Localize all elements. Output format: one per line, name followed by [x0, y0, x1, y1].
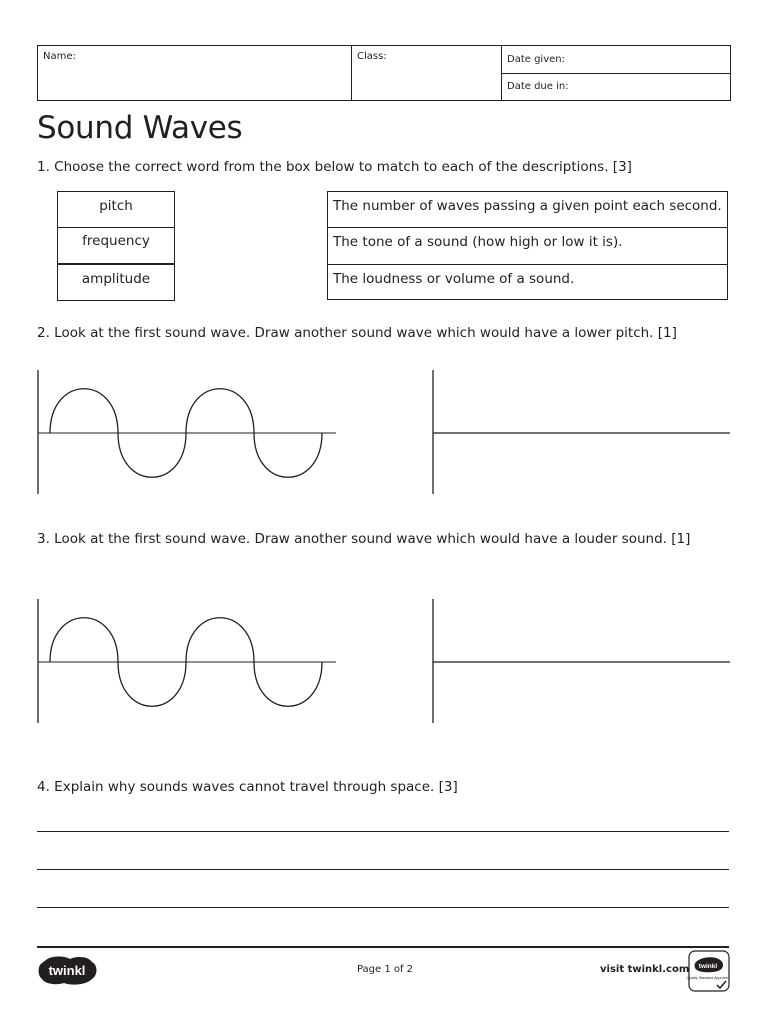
description-box: The loudness or volume of a sound.	[327, 264, 728, 300]
badge-logo-text: twinkl	[698, 963, 718, 970]
word-box-amplitude: amplitude	[57, 264, 175, 301]
page-title: Sound Waves	[37, 110, 243, 146]
description-box: The tone of a sound (how high or low it is).	[327, 227, 728, 265]
date-given-label: Date given:	[507, 54, 565, 65]
twinkl-logo	[36, 953, 100, 987]
question-1: 1. Choose the correct word from the box below to match to each of the descriptions. [3]	[37, 159, 632, 175]
word-box-frequency: frequency	[57, 227, 175, 264]
answer-line	[37, 831, 729, 832]
name-field-label: Name:	[43, 51, 76, 62]
question-4: 4. Explain why sounds waves cannot travel through space. [3]	[37, 779, 458, 795]
twinkl-logo-text: twinkl	[48, 963, 86, 978]
class-field-label: Class:	[357, 51, 387, 62]
description-box: The number of waves passing a given point each second.	[327, 191, 728, 228]
question-2: 2. Look at the first sound wave. Draw another sound wave which would have a lower pitch. [1]	[37, 325, 677, 341]
footer-rule	[37, 946, 729, 948]
page-number: Page 1 of 2	[356, 964, 414, 975]
word-box-pitch: pitch	[57, 191, 175, 228]
badge-text: Quality Standard Approved	[686, 976, 730, 980]
question-3: 3. Look at the first sound wave. Draw another sound wave which would have a louder sound. [1]	[37, 531, 691, 547]
visit-link[interactable]: visit twinkl.com	[600, 964, 690, 975]
answer-line	[37, 907, 729, 908]
answer-line	[37, 869, 729, 870]
date-due-label: Date due in:	[507, 81, 569, 92]
quality-badge-icon	[688, 950, 730, 992]
